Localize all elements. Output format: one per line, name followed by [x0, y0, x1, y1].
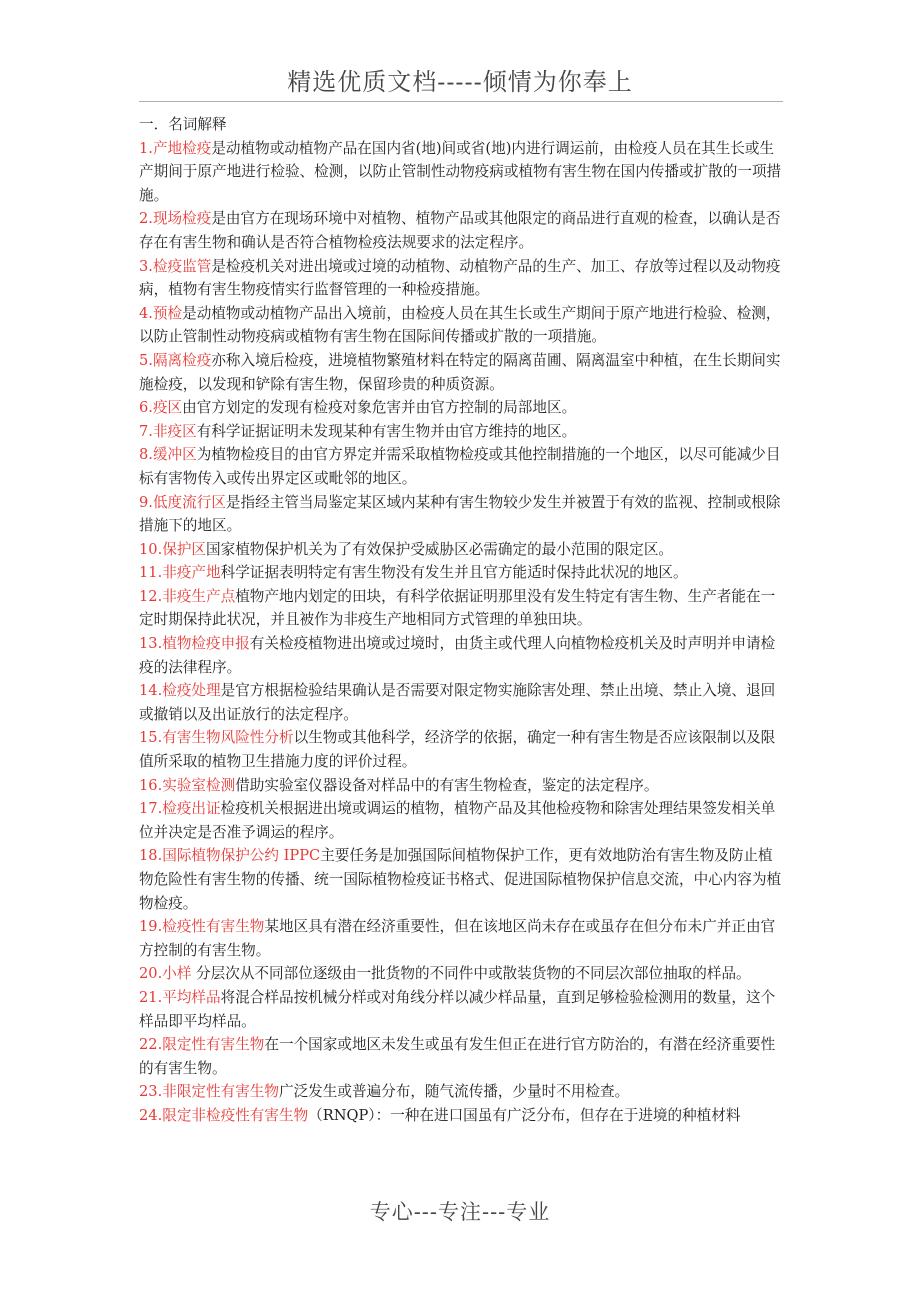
entry-number: 21.: [139, 988, 163, 1006]
definition-text: 国家植物保护机关为了有效保护受威胁区必需确定的最小范围的限定区。: [206, 540, 674, 558]
definition-list: [139, 137, 783, 1128]
definition-text: 广泛发生或普遍分布，随气流传播，少量时不用检查。: [278, 1083, 630, 1101]
term-label: [139, 423, 197, 440]
term-label: [139, 352, 211, 369]
term-name: 隔离检疫: [152, 351, 212, 369]
term-label: [139, 777, 235, 794]
entry-number: 20.: [139, 965, 163, 983]
definition-text: 是检疫机关对进出境或过境的动植物、动植物产品的生产、加工、存放等过程以及动物疫病，植物有害生物疫情实行监督管理的一种检疫措施。: [139, 257, 781, 299]
term-label: [139, 800, 221, 817]
entry-number: 12.: [139, 587, 163, 605]
term-label: [139, 541, 206, 558]
entry-number: 5.: [139, 351, 153, 369]
term-name: 低度流行区: [152, 493, 226, 511]
entry-number: 4.: [139, 304, 153, 322]
term-label: [139, 729, 294, 746]
term-label: [139, 847, 320, 864]
entry-number: 9.: [139, 493, 153, 511]
term-label: [139, 258, 211, 275]
section-title: 一．名词解释: [139, 116, 227, 133]
term-name: 平均样品: [162, 988, 221, 1006]
page-header: 精选优质文档-----倾情为你奉上: [287, 68, 633, 96]
definition-entry: [139, 443, 783, 490]
definition-text: 科学证据表明特定有害生物没有发生并且官方能适时保持此状况的地区。: [220, 564, 688, 582]
term-name: 有害生物风险性分析: [162, 729, 294, 747]
term-label: [139, 965, 191, 982]
definition-entry: [139, 255, 783, 302]
term-label: [139, 682, 221, 699]
term-label: [139, 494, 226, 511]
term-label: [139, 1036, 264, 1053]
definition-text: 主要任务是加强国际间植物保护工作，更有效地防治有害生物及防止植物危险性有害生物的传播、统一国际植物检疫证书格式、促进国际植物保护信息交流，中心内容为植物检疫。: [139, 847, 782, 912]
definition-text: 以生物或其他科学，经济学的依据，确定一种有害生物是否应该限制以及限值所采取的植物卫生措施力度的评价过程。: [139, 729, 776, 771]
entry-number: 2.: [139, 210, 153, 228]
entry-number: 7.: [139, 422, 153, 440]
definition-entry: [139, 844, 783, 915]
document-body: [139, 113, 783, 1128]
header-divider: [139, 101, 783, 102]
term-name: 小样: [162, 965, 192, 983]
definition-entry: [139, 207, 783, 254]
entry-number: 22.: [139, 1036, 163, 1054]
definition-entry: [139, 1104, 783, 1128]
term-name: 保护区: [162, 540, 207, 558]
term-name: 产地检疫: [152, 139, 212, 157]
term-name: 非疫生产点: [162, 587, 236, 605]
definition-entry: [139, 1033, 783, 1080]
definition-text: 某地区具有潜在经济重要性，但在该地区尚未存在或虽存在但分布未广并正由官方控制的有害生物。: [139, 918, 776, 959]
term-name: 实验室检测: [162, 776, 236, 794]
entry-number: 13.: [139, 635, 163, 653]
entry-number: 19.: [139, 918, 163, 936]
definition-text: 亦称入境后检疫，进境植物繁殖材料在特定的隔离苗圃、隔离温室中种植，在生长期间实施检疫，以发现和铲除有害生物，保留珍贵的种质资源。: [139, 351, 781, 393]
term-name: 检疫性有害生物: [162, 918, 265, 936]
page-footer: 专心---专注---专业: [369, 1200, 551, 1224]
term-label: [139, 1083, 279, 1100]
definition-text: 在一个国家或地区未发生或虽有发生但正在进行官方防治的，有潜在经济重要性的有害生物。: [139, 1036, 776, 1077]
entry-number: 3.: [139, 257, 153, 275]
term-name: 检疫出证: [162, 800, 221, 818]
entry-number: 8.: [139, 446, 153, 464]
definition-entry: [139, 632, 783, 679]
term-label: [139, 140, 211, 157]
definition-entry: [139, 679, 783, 726]
definition-text: 是由官方在现场环境中对植物、植物产品或其他限定的商品进行直观的检查，以确认是否存在有害生物和确认是否符合植物检疫法规要求的法定程序。: [139, 210, 781, 251]
definition-text: 为植物检疫目的由官方界定并需采取植物检疫或其他控制措施的一个地区，以尽可能减少目标有害物传入或传出界定区或毗邻的地区。: [139, 446, 781, 487]
definition-entry: [139, 986, 783, 1033]
definition-entry: [139, 538, 783, 562]
definition-entry: [139, 726, 783, 773]
term-name: 限定性有害生物: [162, 1036, 265, 1054]
definition-text: 借助实验室仪器设备对样品中的有害生物检查，鉴定的法定程序。: [235, 776, 659, 794]
term-name: 现场检疫: [152, 210, 212, 228]
entry-number: 17.: [139, 800, 163, 818]
term-label: [139, 399, 182, 416]
term-name: 国际植物保护公约 IPPC: [162, 847, 321, 865]
term-label: [139, 446, 197, 463]
term-label: [139, 635, 250, 652]
term-name: 预检: [152, 304, 183, 322]
entry-number: 24.: [139, 1106, 163, 1124]
definition-entry: [139, 420, 783, 444]
definition-entry: [139, 915, 783, 962]
term-label: [139, 989, 221, 1006]
definition-text: 植物产地内划定的田块，有科学依据证明那里没有发生特定有害生物、生产者能在一定时期保持此状况，并且被作为非疫生产地相同方式管理的单独田块。: [139, 587, 776, 629]
definition-text: （RNQP）：一种在进口国虽有广泛分布，但存在于进境的种植材料: [308, 1106, 741, 1124]
term-label: [139, 564, 221, 581]
term-name: 植物检疫申报: [162, 635, 250, 653]
definition-text: 是动植物或动植物产品出入境前，由检疫人员在其生长或生产期间于原产地进行检验、检测，以防止管制性动物疫病或植物有害生物在国际间传播或扩散的一项措施。: [139, 304, 781, 346]
entry-number: 11.: [139, 564, 163, 582]
definition-text: 有科学证据证明未发现某种有害生物并由官方维持的地区。: [196, 422, 577, 440]
term-label: [139, 588, 235, 605]
definition-entry: [139, 561, 783, 585]
term-name: 检疫监管: [152, 257, 212, 275]
entry-number: 10.: [139, 540, 163, 558]
definition-text: 由官方划定的发现有检疫对象危害并由官方控制的局部地区。: [182, 399, 577, 417]
definition-text: 将混合样品按机械分样或对角线分样以减少样品量，直到足够检验检测用的数量，这个样品即平均样品。: [139, 988, 776, 1030]
definition-entry: [139, 396, 783, 420]
term-label: [139, 1107, 308, 1124]
definition-text: 分层次从不同部位逐级由一批货物的不同件中或散装货物的不同层次部位抽取的样品。: [191, 965, 751, 983]
entry-number: 18.: [139, 847, 163, 865]
definition-text: 是指经主管当局鉴定某区域内某种有害生物较少发生并被置于有效的监视、控制或根除措施下的地区。: [139, 493, 781, 535]
definition-text: 是官方根据检验结果确认是否需要对限定物实施除害处理、禁止出境、禁止入境、退回或撤销以及出证放行的法定程序。: [139, 682, 776, 723]
term-name: 非疫区: [152, 422, 197, 440]
definition-entry: [139, 349, 783, 396]
definition-entry: [139, 585, 783, 632]
term-name: 限定非检疫性有害生物: [162, 1106, 309, 1124]
term-label: [139, 210, 211, 227]
definition-entry: [139, 1080, 783, 1104]
term-name: 非疫产地: [162, 564, 221, 582]
definition-entry: [139, 491, 783, 538]
entry-number: 15.: [139, 729, 163, 747]
entry-number: 14.: [139, 682, 163, 700]
term-name: 疫区: [152, 399, 183, 417]
entry-number: 1.: [139, 139, 153, 157]
term-label: [139, 305, 182, 322]
definition-text: 有关检疫植物进出境或过境时，由货主或代理人向植物检疫机关及时声明并申请检疫的法律程序。: [139, 635, 776, 676]
term-name: 检疫处理: [162, 682, 221, 700]
definition-entry: [139, 962, 783, 986]
term-name: 缓冲区: [152, 446, 197, 464]
definition-text: 是动植物或动植物产品在国内省(地)间或省(地)内进行调运前，由检疫人员在其生长或生产期间于原产地进行检验、检测，以防止管制性动物疫病或植物有害生物在国内传播或扩散的一项措施。: [139, 139, 782, 204]
definition-entry: [139, 302, 783, 349]
definition-entry: [139, 774, 783, 798]
definition-text: 检疫机关根据进出境或调运的植物，植物产品及其他检疫物和除害处理结果签发相关单位并决定是否准予调运的程序。: [139, 800, 776, 841]
entry-number: 23.: [139, 1083, 163, 1101]
definition-entry: [139, 797, 783, 844]
term-label: [139, 918, 264, 935]
entry-number: 6.: [139, 399, 153, 417]
term-name: 非限定性有害生物: [162, 1083, 279, 1101]
definition-entry: [139, 137, 783, 208]
entry-number: 16.: [139, 776, 163, 794]
